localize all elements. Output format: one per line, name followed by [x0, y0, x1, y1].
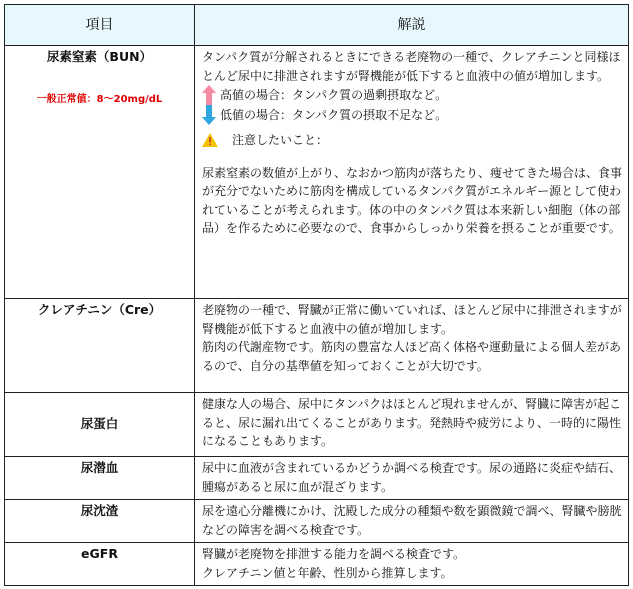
table-row [5, 299, 629, 393]
description-text: 腎臓が老廃物を排泄する能力を調べる検査です。 [202, 547, 466, 561]
warning-icon [202, 133, 218, 147]
high-value-line [202, 85, 622, 105]
item-cell [5, 299, 195, 393]
arrow-up-icon [202, 85, 216, 105]
item-urine-protein: 尿蛋白 [80, 416, 119, 432]
item-egfr: eGFR [81, 546, 118, 561]
item-cell [5, 457, 195, 500]
low-value-line [202, 105, 622, 125]
item-cell [5, 500, 195, 543]
high-value-text: 高値の場合：タンパク質の過剰摂取など。 [220, 87, 448, 102]
description-text-2: 筋肉の代謝産物です。筋肉の豊富な人ほど高く体格や運動量による個人差があるので、自分の基準値を知っておくことが大切です。 [202, 340, 622, 373]
item-cell [5, 543, 195, 586]
item-cell [5, 46, 195, 299]
lab-test-table [4, 4, 629, 586]
table-header-row [5, 5, 629, 46]
header-item: 項目 [5, 5, 195, 46]
normal-range-text: 一般正常値：8～20mg/dL [36, 93, 163, 105]
item-urine-occult-blood: 尿潜血 [80, 460, 119, 475]
description-cell [195, 457, 629, 500]
description-text: 老廃物の一種で、腎臓が正常に働いていれば、ほとんど尿中に排泄されますが腎機能が低下すると血液中の値が増加します。 [202, 303, 622, 336]
table-row [5, 393, 629, 457]
table-row [5, 500, 629, 543]
item-cre: クレアチニン（Cre） [37, 302, 162, 317]
description-cell [195, 543, 629, 586]
description-cell [195, 299, 629, 393]
note-text: 尿素窒素の数値が上がり、なおかつ筋肉が落ちたり、痩せてきた場合は、食事が充分でないために筋肉を構成しているタンパク質がエネルギー源として使われていることが考えられます。体の中のタンパク質は本来新しい細胞（体の部品）を作るために必要なので、食事からしっかり栄養を摂ることが重要です。 [202, 165, 623, 235]
warning-line [202, 131, 622, 150]
description-cell [195, 46, 629, 299]
description-cell [195, 500, 629, 543]
item-cell [5, 393, 195, 457]
warning-text: 注意したいこと： [232, 133, 329, 147]
header-description: 解説 [195, 5, 629, 46]
description-cell [195, 393, 629, 457]
description-text-2: クレアチニン値と年齢、性別から推算します。 [202, 565, 453, 580]
description-text: タンパク質が分解されるときにできる老廃物の一種で、クレアチニンと同様ほとんど尿中に排泄されますが腎機能が低下すると血液中の値が増加します。 [202, 50, 621, 83]
description-text: 尿中に血液が含まれているかどうか調べる検査です。尿の通路に炎症や結石、腫瘍があると尿に血が混ざります。 [202, 461, 622, 494]
item-urine-sediment: 尿沈渣 [80, 503, 119, 518]
table-row [5, 543, 629, 586]
item-bun: 尿素窒素（BUN） [46, 49, 153, 64]
table-row [5, 46, 629, 299]
table-row [5, 457, 629, 500]
description-text: 尿を遠心分離機にかけ、沈殿した成分の種類や数を顕微鏡で調べ、腎臓や膀胱などの障害を調べる検査です。 [202, 504, 622, 537]
arrow-down-icon [202, 105, 216, 125]
description-text: 健康な人の場合、尿中にタンパクはほとんど現れませんが、腎臓に障害が起こると、尿に漏れ出てくることがあります。発熱時や疲労により、一時的に陽性になることもあります。 [202, 397, 622, 448]
low-value-text: 低値の場合：タンパク質の摂取不足など。 [220, 107, 448, 122]
